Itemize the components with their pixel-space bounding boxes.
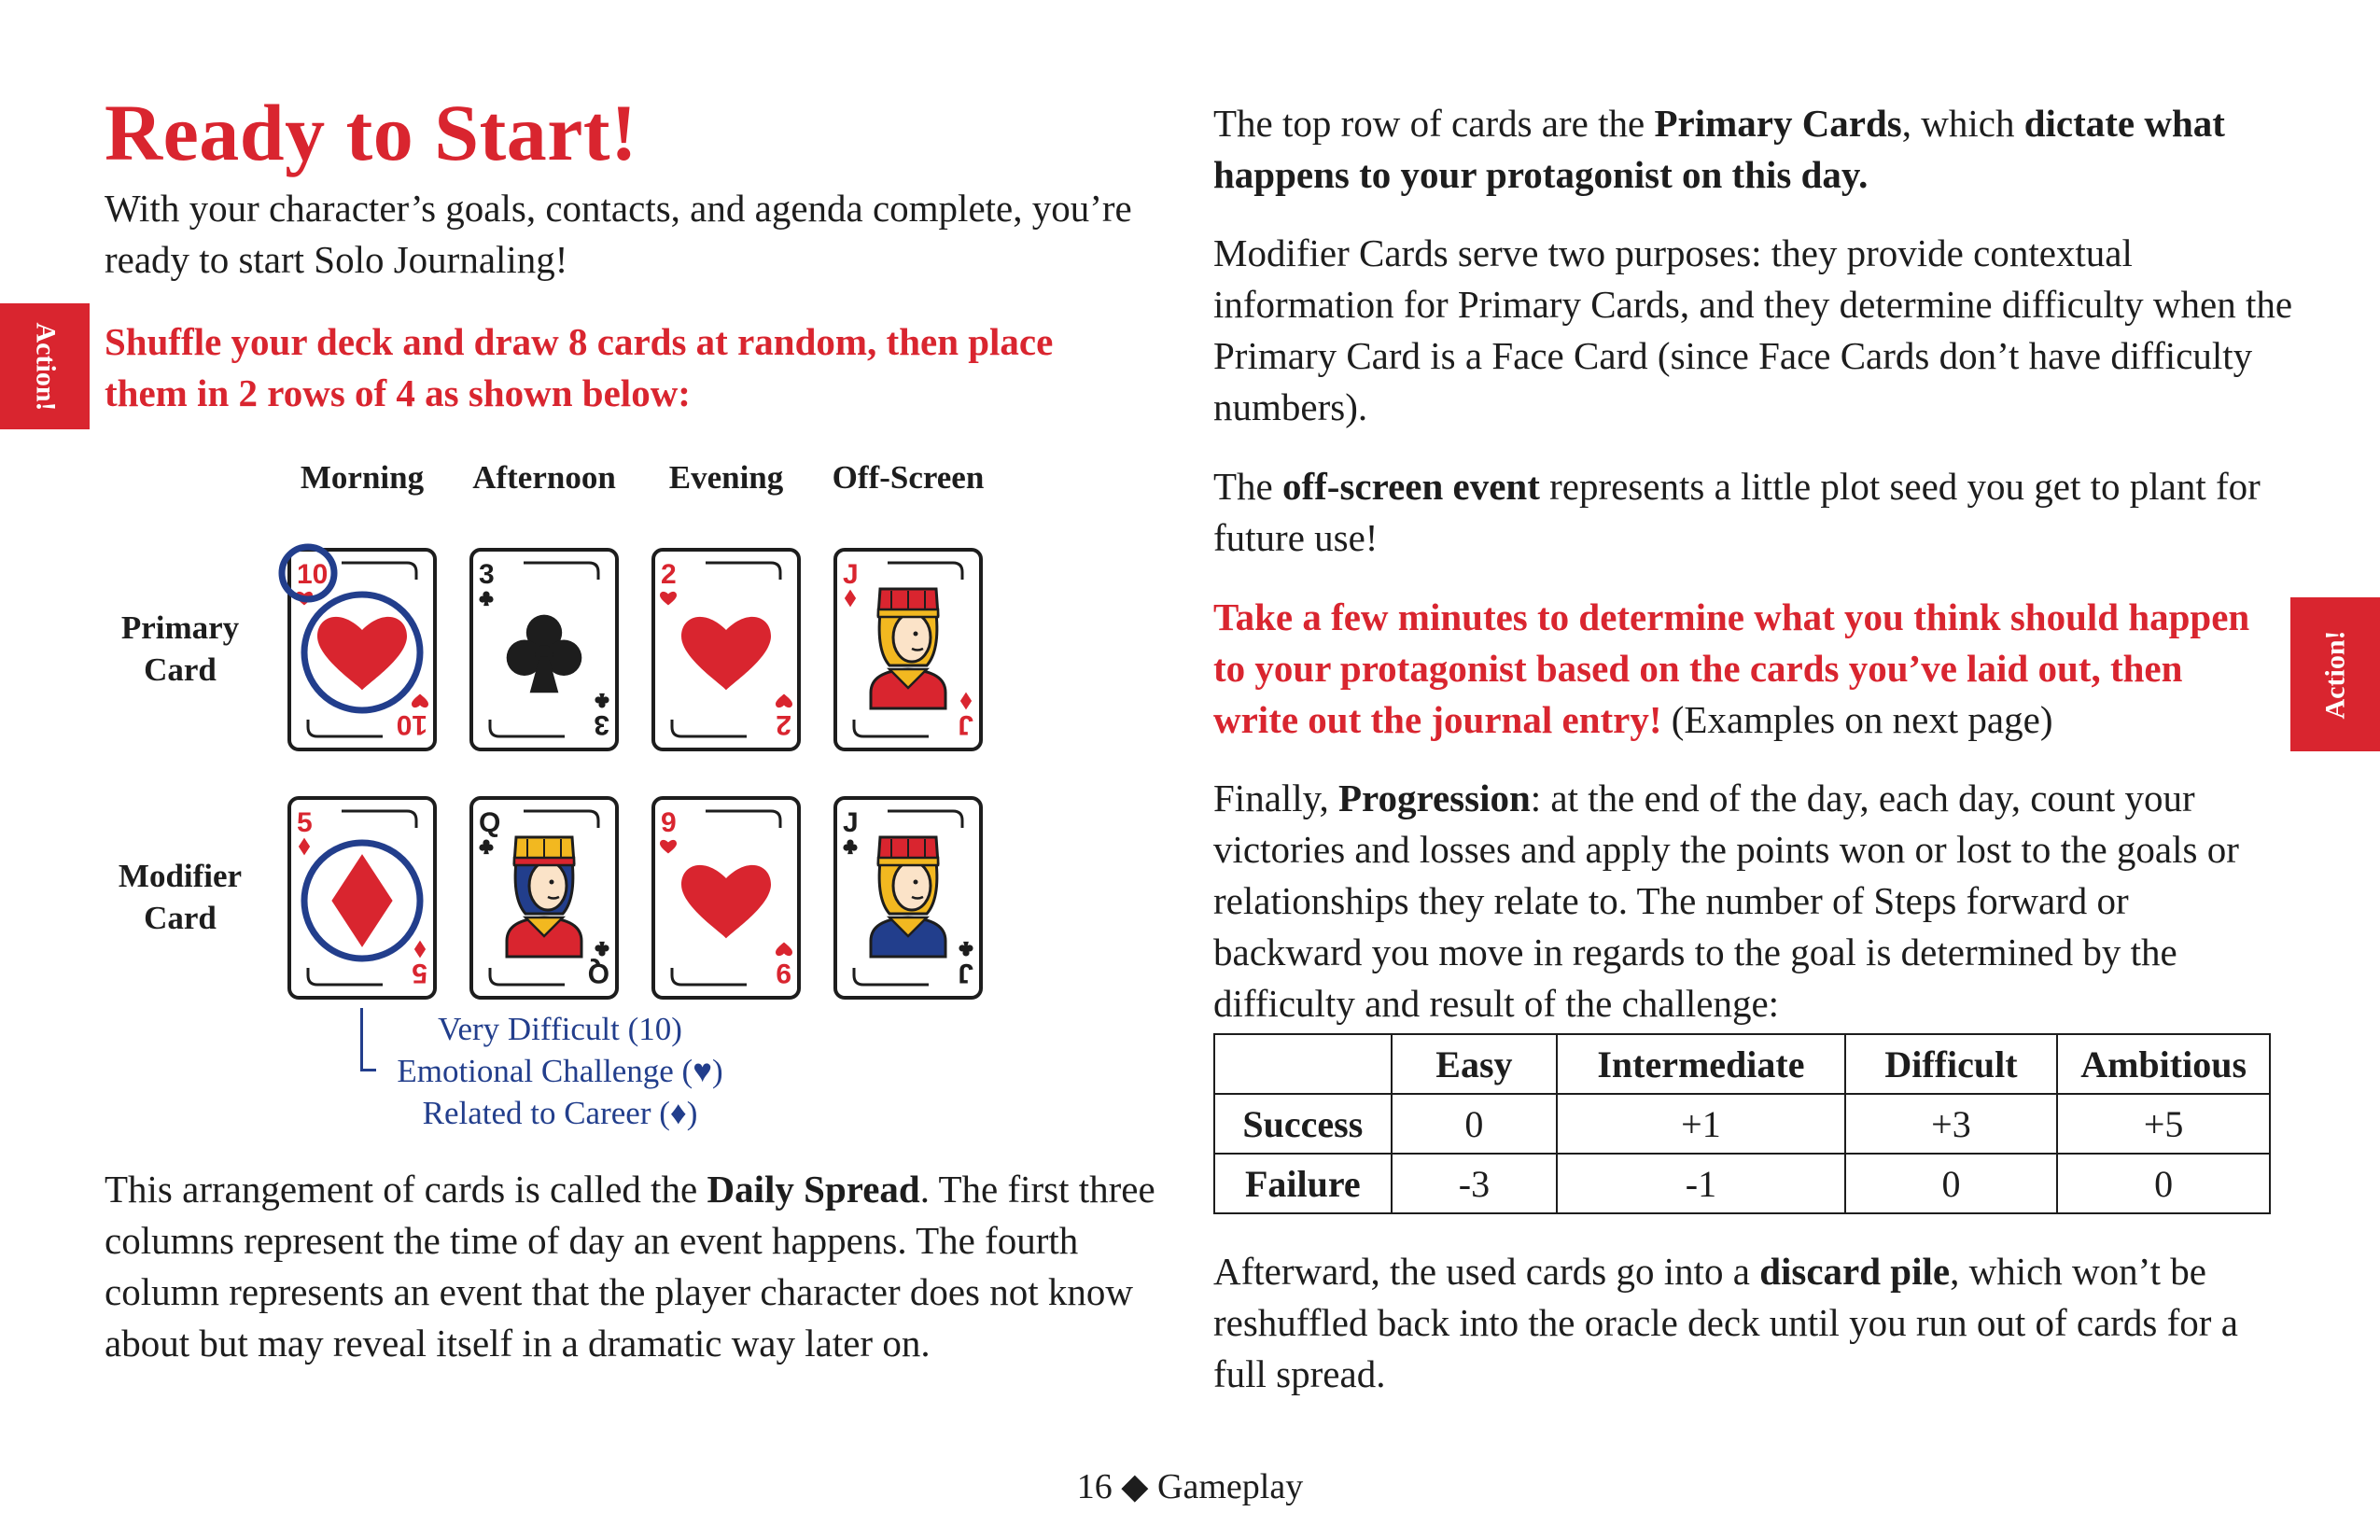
card-rank-top: J xyxy=(843,807,859,838)
column-heading-evening: Evening xyxy=(668,459,784,496)
progression-paragraph: Finally, Progression: at the end of the day, each day, count your victories and losses and apply the points won or lost to the goals or relationships they relate to. The number of Steps forward or backward you move in regards to the goal is determined by the difficulty and result of the challenge: xyxy=(1213,777,2239,1025)
instruction-paragraph: Shuffle your deck and draw 8 cards at random, then place them in 2 rows of 4 as shown below: xyxy=(105,320,1054,414)
card-rank-bottom: 2 xyxy=(776,709,791,740)
primary-card-morning xyxy=(287,548,437,751)
card-rank-bottom: 10 xyxy=(396,709,427,740)
table-cell: -3 xyxy=(1392,1154,1557,1213)
table-cell: 0 xyxy=(1845,1154,2058,1213)
table-cell: -1 xyxy=(1557,1154,1845,1213)
modifier-card-afternoon xyxy=(469,796,619,1000)
side-tab-left xyxy=(0,303,90,429)
take-a-few-minutes-paragraph: Take a few minutes to determine what you think should happen to your protagonist based on the cards you’ve laid out, then write out the journal entry! (Examples on next page) xyxy=(1213,595,2250,741)
card-rank-top: 5 xyxy=(297,807,313,838)
primary-card-evening xyxy=(651,548,801,751)
card-rank-top: Q xyxy=(479,807,501,838)
daily-spread-paragraph: This arrangement of cards is called the Daily Spread. The first three columns represent the time of day an event happens. The fourth column represents an event that the player character does not know about but may reveal itself in a dramatic way later on. xyxy=(105,1168,1155,1365)
jack-figure-icon xyxy=(871,589,945,708)
side-tab-label: Action! xyxy=(29,322,61,411)
card-rank-bottom: Q xyxy=(587,958,609,988)
table-row xyxy=(1214,1094,2270,1154)
card-rank-top: 2 xyxy=(661,559,677,590)
modifier-card-evening xyxy=(651,796,801,1000)
card-rank-bottom: J xyxy=(958,958,973,988)
table-row-label: Success xyxy=(1214,1094,1392,1154)
column-heading-off-screen: Off-Screen xyxy=(832,459,985,496)
table-cell: 0 xyxy=(2057,1154,2270,1213)
table-header-cell: Ambitious xyxy=(2057,1034,2270,1094)
section-name: Gameplay xyxy=(1157,1467,1304,1506)
card-rank-top: 3 xyxy=(479,559,495,590)
table-header-cell: Easy xyxy=(1392,1034,1557,1094)
table-cell: +5 xyxy=(2057,1094,2270,1154)
card-rank-bottom: 3 xyxy=(594,709,609,740)
row-heading-primary: Primary Card xyxy=(120,609,240,688)
card-rank-top: 10 xyxy=(297,559,329,590)
modifier-cards-paragraph: Modifier Cards serve two purposes: they provide contextual information for Primary Cards, and they determine difficulty when the Primary Card is a Face Card (since Face Cards don’t have difficulty numbers). xyxy=(1213,231,2293,428)
side-tab-label: Action! xyxy=(2318,630,2350,719)
modifier-card-off-screen xyxy=(833,796,983,1000)
card-rank-bottom: J xyxy=(958,709,973,740)
primary-card-afternoon xyxy=(469,548,619,751)
card-rank-bottom: 5 xyxy=(412,958,427,988)
legend-career: Related to Career (♦) xyxy=(422,1095,698,1131)
card-rank-top: 9 xyxy=(661,807,677,838)
column-heading-morning: Morning xyxy=(300,459,425,496)
table-cell: +3 xyxy=(1845,1094,2058,1154)
table-row-label: Failure xyxy=(1214,1154,1392,1213)
table-cell: 0 xyxy=(1392,1094,1557,1154)
page-number: 16 xyxy=(1076,1467,1113,1506)
row-heading-modifier: Modifier Card xyxy=(118,858,243,936)
primary-cards-paragraph: The top row of cards are the Primary Cards, which dictate what happens to your protagonist on this day. xyxy=(1213,102,2225,196)
table-row xyxy=(1214,1154,2270,1213)
side-tab-right xyxy=(2290,597,2380,751)
jack-figure-icon xyxy=(871,837,945,957)
legend-difficulty: Very Difficult (10) xyxy=(438,1011,682,1047)
modifier-card-morning xyxy=(287,796,437,1000)
table-header-cell xyxy=(1214,1034,1392,1094)
table-header-row xyxy=(1214,1034,2270,1094)
card-rank-bottom: 9 xyxy=(776,958,791,988)
table-cell: +1 xyxy=(1557,1094,1845,1154)
column-heading-afternoon: Afternoon xyxy=(472,459,616,496)
intro-paragraph: With your character’s goals, contacts, and agenda complete, you’re ready to start Solo Journaling! xyxy=(105,187,1132,281)
page-footer xyxy=(0,1465,2380,1507)
legend-emotional: Emotional Challenge (♥) xyxy=(397,1053,723,1089)
primary-card-off-screen xyxy=(833,548,983,751)
discard-pile-paragraph: Afterward, the used cards go into a discard pile, which won’t be reshuffled back into the oracle deck until you run out of cards for a full spread. xyxy=(1213,1250,2238,1395)
card-rank-top: J xyxy=(843,559,859,590)
table-header-cell: Intermediate xyxy=(1557,1034,1845,1094)
page-title: Ready to Start! xyxy=(105,88,638,177)
progression-table xyxy=(1213,1033,2271,1214)
table-header-cell: Difficult xyxy=(1845,1034,2058,1094)
modifier-legend xyxy=(355,1008,765,1134)
off-screen-paragraph: The off-screen event represents a little plot seed you get to plant for future use! xyxy=(1213,465,2261,559)
diamond-separator-icon: ◆ xyxy=(1121,1467,1149,1506)
queen-figure-icon xyxy=(507,837,581,957)
